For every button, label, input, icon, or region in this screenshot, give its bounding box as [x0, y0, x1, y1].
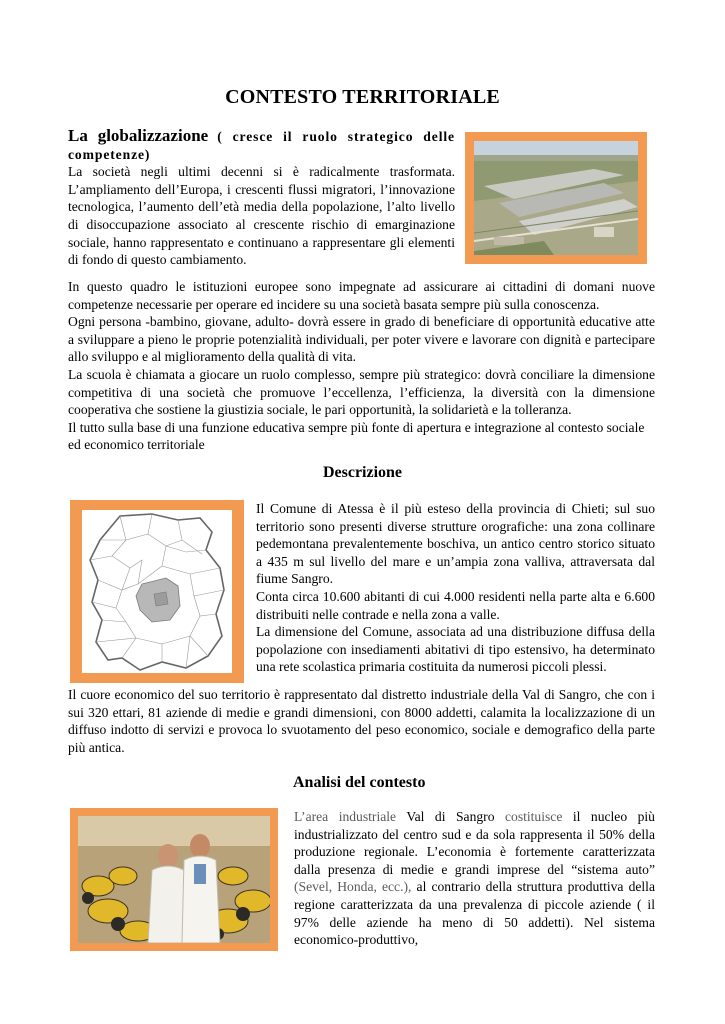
- analisi-text-4: il nucleo più industrializzato del centro sud e da sola rappresenta il 50% della produzione regionale. L’economia è fortemente caratterizzata dalla presenza di medie e grandi imprese del “sistema auto”: [294, 809, 655, 877]
- analisi-text: [294, 808, 655, 949]
- analisi-text-6: al contrario della struttura produttiva della regione caratterizzata da una prevalenza di piccole aziende ( il 97% delle aziende ha meno di 50 addetti). Nel sistema economico-produttivo,: [294, 879, 655, 948]
- analisi-text-1: L’area industriale: [294, 809, 397, 824]
- factory-workers-image: [78, 816, 270, 943]
- municipality-map-image: [82, 510, 232, 673]
- descrizione-continued: [68, 686, 655, 756]
- analisi-text-5: (Sevel, Honda, ecc.),: [294, 879, 412, 895]
- descrizione-paragraph-3: La dimensione del Comune, associata ad una distribuzione diffusa della popolazione con insediamenti abitativi di tipo estensivo, ha determinato una rete scolastica primaria costituita da numerosi piccoli plessi.: [256, 624, 655, 675]
- analisi-text-2: Val di Sangro: [406, 809, 495, 824]
- globalizzazione-paragraph-4: La scuola è chiamata a giocare un ruolo complesso, sempre più strategico: dovrà conciliare la dimensione competitiva di una società che promuove l’eccellenza, l’efficienza, la diversità con la dimensione cooperativa che sostiene la giustizia sociale, le pari opportunità, la solidarietà e la tolleranza.: [68, 366, 655, 418]
- page-title: CONTESTO TERRITORIALE: [225, 86, 500, 108]
- municipality-map: [70, 500, 244, 683]
- globalizzazione-heading-sub: ( cresce il ruolo strategico delle competenze): [68, 129, 455, 162]
- globalizzazione-paragraph-2: In questo quadro le istituzioni europee sono impegnate ad assicurare ai cittadini di domani nuove competenze necessarie per operare ed incidere su una società basata sempre più sulla conoscenza.: [68, 279, 655, 312]
- globalizzazione-heading: [68, 127, 455, 163]
- globalizzazione-continued: [68, 278, 655, 454]
- descrizione-text: [256, 500, 655, 676]
- globalizzazione-paragraph-3: Ogni persona -bambino, giovane, adulto- dovrà essere in grado di beneficiare di opportunità educative atte a sviluppare a pieno le proprie potenzialità individuali, per poter vivere e lavorare con dignità e partecipare allo sviluppo e al miglioramento della qualità di vita.: [68, 314, 655, 365]
- descrizione-heading: Descrizione: [322, 464, 403, 481]
- globalizzazione-heading-main: La globalizzazione: [68, 126, 209, 145]
- analisi-heading: Analisi del contesto: [293, 774, 426, 791]
- industrial-area-photo: [465, 132, 647, 264]
- descrizione-paragraph-1: Il Comune di Atessa è il più esteso della provincia di Chieti; sul suo territorio sono presenti diverse strutture orografiche: una zona collinare pedemontana prevalentemente boschiva, un antico centro storico situato a 435 m sul livello del mare e un’ampia zona valliva, attraversata dal fiume Sangro.: [256, 501, 655, 587]
- descrizione-paragraph-4: Il cuore economico del suo territorio è rappresentato dal distretto industriale della Val di Sangro, che con i sui 320 ettari, 81 aziende di medie e grandi dimensioni, con 8000 addetti, calamita la localizzazione di un diffuso indotto di servizi e provoca lo svuotamento del peso economico, sociale e demografico della parte più antica.: [68, 687, 655, 755]
- factory-workers-photo: [70, 808, 278, 951]
- industrial-area-image: [474, 141, 638, 255]
- analisi-text-3: costituisce: [504, 809, 563, 824]
- globalizzazione-section: [68, 127, 455, 269]
- descrizione-paragraph-2: Conta circa 10.600 abitanti di cui 4.000 residenti nella parte alta e 6.600 distribuiti nelle contrade e nella zona a valle.: [256, 588, 655, 622]
- globalizzazione-paragraph-5: Il tutto sulla base di una funzione educativa sempre più fonte di apertura e integrazione al contesto sociale ed economico territoriale: [68, 419, 645, 453]
- globalizzazione-paragraph-1: La società negli ultimi decenni si è radicalmente trasformata. L’ampliamento dell’Europa, i crescenti flussi migratori, l’innovazione tecnologica, l’aumento dell’età media della popolazione, l’alto livello di disoccupazione associato al crescente rischio di emarginazione sociale, hanno rappresentato e continuano a rappresentare gli elementi di fondo di questo cambiamento.: [68, 164, 455, 268]
